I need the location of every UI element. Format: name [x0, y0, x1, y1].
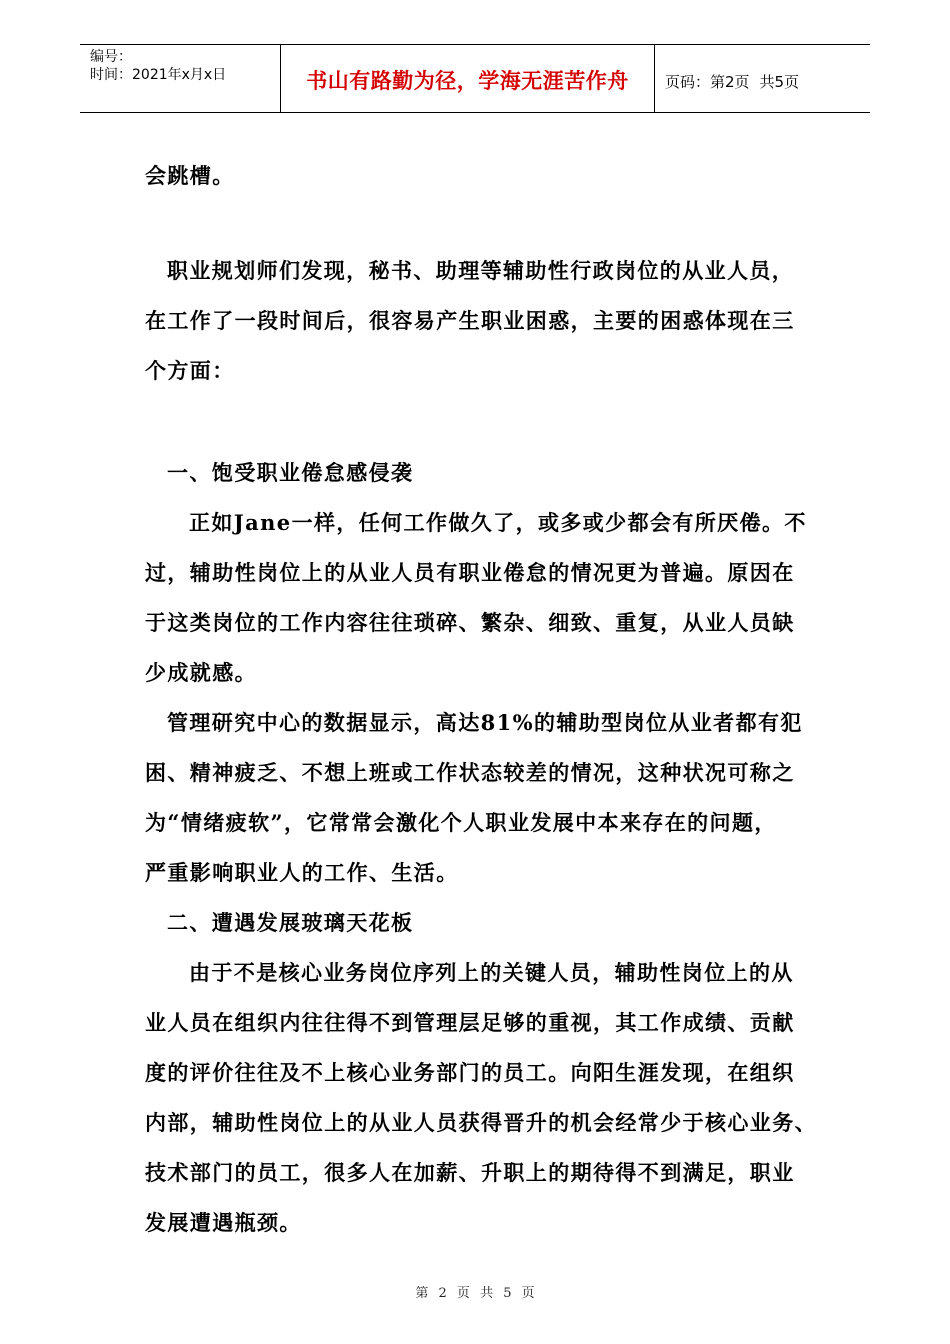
heading-text: 一、饱受职业倦怠感侵袭 [167, 460, 414, 485]
text-line: 职业规划师们发现，秘书、助理等辅助性行政岗位的从业人员， [167, 258, 795, 283]
heading-text: 二、遭遇发展玻璃天花板 [167, 910, 414, 935]
footer-current-page: 2 [438, 1286, 447, 1301]
text-line: 正如Jane一样，任何工作做久了，或多或少都会有所厌倦。不 [189, 510, 807, 535]
text-line: 为“情绪疲软”，它常常会激化个人职业发展中本来存在的问题， [145, 810, 777, 835]
header-meta-cell [80, 44, 281, 113]
section-heading-1 [145, 448, 815, 498]
text-line: 度的评价往往及不上核心业务部门的员工。向阳生涯发现，在组织 [145, 1060, 795, 1085]
footer-part: 共 [480, 1286, 494, 1301]
header-time-label: 时间：2021年x月x日 [90, 67, 227, 83]
header-number-label: 编号： [90, 49, 132, 65]
text-line: 管理研究中心的数据显示，高达81%的辅助型岗位从业者都有犯 [167, 710, 803, 735]
header-motto-cell [281, 44, 655, 113]
text-line: 内部，辅助性岗位上的从业人员获得晋升的机会经常少于核心业务、 [145, 1110, 817, 1135]
paragraph-continuation [145, 151, 815, 201]
header-total-label: 共5页 [759, 73, 800, 91]
header-page-number [665, 71, 799, 92]
section-heading-2 [145, 898, 815, 948]
header-motto: 书山有路勤为径，学海无涯苦作舟 [306, 69, 629, 93]
paragraph-glass-ceiling [145, 948, 815, 1248]
text-line: 在工作了一段时间后，很容易产生职业困惑，主要的困惑体现在三 [145, 308, 795, 333]
header-bottom-rule [80, 112, 870, 113]
page-header [80, 44, 870, 113]
text-line: 技术部门的员工，很多人在加薪、升职上的期待得不到满足，职业 [145, 1160, 795, 1185]
text-line: 由于不是核心业务岗位序列上的关键人员，辅助性岗位上的从 [189, 960, 794, 985]
text-line: 于这类岗位的工作内容往往琐碎、繁杂、细致、重复，从业人员缺 [145, 610, 795, 635]
footer-part: 第 [415, 1286, 429, 1301]
header-page-label: 页码：第2页 [665, 73, 750, 91]
header-page-cell [655, 44, 870, 113]
paragraph-statistics [145, 698, 815, 898]
document-body [145, 151, 815, 1248]
text-line: 发展遭遇瓶颈。 [145, 1210, 302, 1235]
text-line: 少成就感。 [145, 660, 257, 685]
paragraph-burnout [145, 498, 815, 698]
footer-part: 页 [521, 1286, 535, 1301]
text-line: 个方面： [145, 358, 235, 383]
footer-total-pages: 5 [503, 1286, 512, 1301]
paragraph-intro [145, 246, 815, 396]
text-line: 业人员在组织内往往得不到管理层足够的重视，其工作成绩、贡献 [145, 1010, 795, 1035]
text-line: 困、精神疲乏、不想上班或工作状态较差的情况，这种状况可称之 [145, 760, 795, 785]
text-line: 会跳槽。 [145, 163, 235, 188]
text-line: 严重影响职业人的工作、生活。 [145, 860, 459, 885]
page-footer [0, 1282, 950, 1301]
text-line: 过，辅助性岗位上的从业人员有职业倦怠的情况更为普遍。原因在 [145, 560, 795, 585]
footer-part: 页 [456, 1286, 470, 1301]
